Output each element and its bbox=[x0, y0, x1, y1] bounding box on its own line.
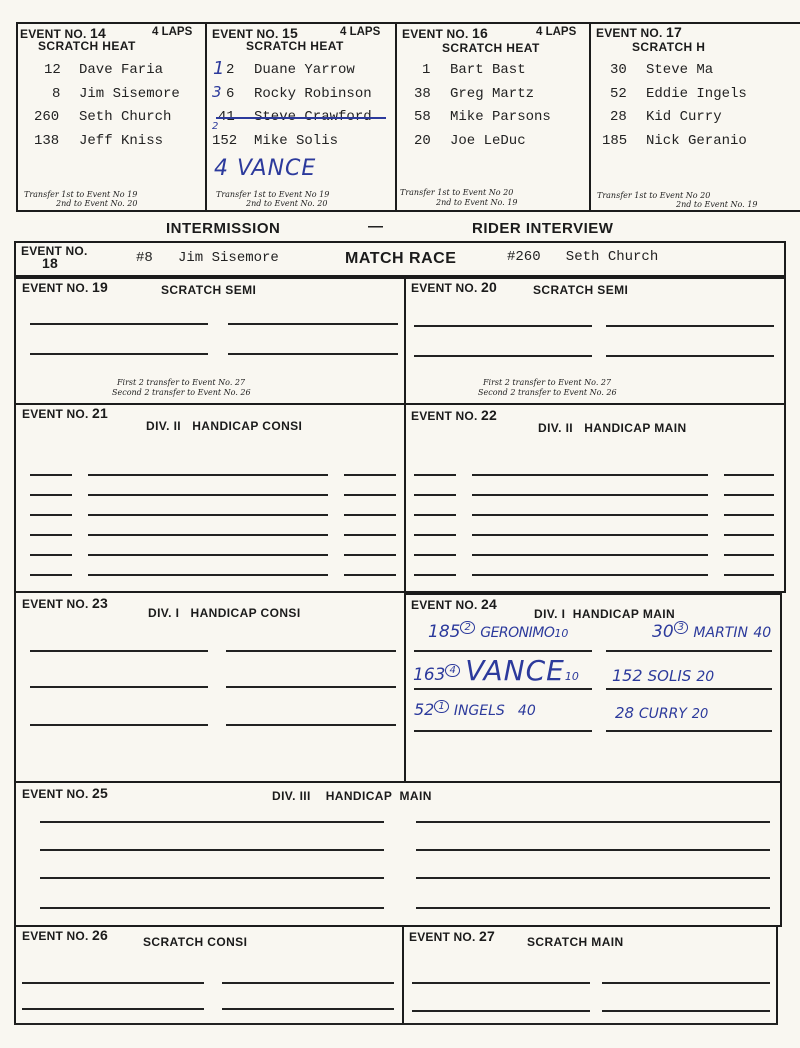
event-24-entry-handicap: 10 bbox=[554, 627, 569, 640]
event-24-entry-handicap: 20 bbox=[691, 707, 709, 722]
event-22-blank-line bbox=[414, 494, 456, 496]
event-19-blank-line bbox=[228, 353, 398, 355]
event-16-rider-num: 20 bbox=[414, 133, 431, 149]
event-24-entry bbox=[615, 704, 708, 722]
event-16-rider-num: 1 bbox=[422, 62, 431, 78]
event-16-label: EVENT NO. 16 bbox=[402, 25, 489, 41]
event-21-heading: DIV. II HANDICAP CONSI bbox=[146, 419, 303, 433]
event-24-entry-name: CURRY bbox=[638, 706, 687, 722]
event-23-blank-line bbox=[226, 724, 396, 726]
event-15-strike-line bbox=[216, 117, 386, 119]
match-race-rider-2: #260 Seth Church bbox=[507, 249, 659, 265]
event-24-entry-line bbox=[606, 688, 772, 690]
event-24-entry-handicap: 40 bbox=[517, 703, 536, 719]
event-21-blank-line bbox=[88, 474, 328, 476]
event-14-rider-num: 12 bbox=[44, 62, 61, 78]
event-26-blank-line bbox=[22, 1008, 204, 1010]
event-21-blank-line bbox=[344, 574, 396, 576]
event-26-blank-line bbox=[222, 1008, 394, 1010]
event-24-entry-place: 1 bbox=[434, 700, 448, 713]
event-15-rider-num: 152 bbox=[212, 133, 238, 149]
event-24-entry-handicap: 20 bbox=[696, 669, 715, 685]
event-24-label: EVENT NO. 24 bbox=[411, 596, 498, 612]
event-16-rider-name: Bart Bast bbox=[450, 62, 526, 78]
event-21-blank-line bbox=[30, 514, 72, 516]
event-27-label: EVENT NO. 27 bbox=[409, 928, 496, 944]
event-24-entry bbox=[428, 622, 568, 642]
event-15-heading: SCRATCH HEAT bbox=[246, 39, 344, 53]
event-24-entry bbox=[652, 622, 771, 642]
event-27-blank-line bbox=[602, 1010, 770, 1012]
event-22-heading: DIV. II HANDICAP MAIN bbox=[538, 421, 687, 435]
event-22-blank-line bbox=[724, 574, 774, 576]
event-23-label: EVENT NO. 23 bbox=[22, 595, 109, 611]
event-15-transfer-2: 2nd to Event No. 20 bbox=[246, 199, 328, 208]
event-14-rider-num: 8 bbox=[52, 86, 61, 102]
bottom-border bbox=[14, 1023, 778, 1025]
event-25-blank-line bbox=[40, 849, 384, 851]
event-22-blank-line bbox=[414, 534, 456, 536]
event-21-blank-line bbox=[88, 574, 328, 576]
event-14-label: EVENT NO. 14 bbox=[20, 25, 107, 41]
event-16-rider-num: 58 bbox=[414, 109, 431, 125]
event-21-blank-line bbox=[344, 554, 396, 556]
event-22-label: EVENT NO. 22 bbox=[411, 407, 498, 423]
event-21-blank-line bbox=[88, 554, 328, 556]
event-16-laps: 4 LAPS bbox=[536, 26, 577, 38]
event-22-blank-line bbox=[724, 494, 774, 496]
event-24-entry-name: MARTIN bbox=[693, 625, 748, 641]
event-17-rider-name: Eddie Ingels bbox=[646, 86, 747, 102]
event-25-blank-line bbox=[416, 821, 770, 823]
event-23-blank-line bbox=[30, 650, 208, 652]
event-15-pen-place-3: 2 bbox=[212, 121, 219, 132]
event-17-rider-name: Steve Ma bbox=[646, 62, 714, 78]
event-21-blank-line bbox=[344, 534, 396, 536]
event-20-transfer-2: Second 2 transfer to Event No. 26 bbox=[478, 388, 617, 397]
event-15-rider-num: 6 bbox=[226, 86, 235, 102]
event-19-label: EVENT NO. 19 bbox=[22, 279, 109, 295]
event-25-blank-line bbox=[40, 821, 384, 823]
event-22-blank-line bbox=[472, 534, 708, 536]
event-24-entry-number: 152 bbox=[612, 666, 643, 685]
event-14-laps: 4 LAPS bbox=[152, 26, 193, 38]
event-26-blank-line bbox=[222, 982, 394, 984]
event-24-entry-place: 3 bbox=[674, 621, 688, 634]
event-24-entry-number: 52 bbox=[414, 700, 435, 719]
event-18-number: 18 bbox=[42, 255, 58, 271]
event-17-rider-name: Kid Curry bbox=[646, 109, 722, 125]
match-race-title: MATCH RACE bbox=[345, 250, 457, 267]
event-24-entry-line bbox=[606, 730, 772, 732]
event-15-rider-name: Rocky Robinson bbox=[254, 86, 372, 102]
event-15-transfer-1: Transfer 1st to Event No 19 bbox=[216, 190, 330, 199]
event-17-heading: SCRATCH H bbox=[632, 40, 706, 54]
event-22-blank-line bbox=[472, 574, 708, 576]
event-17-rider-num: 30 bbox=[610, 62, 627, 78]
event-25-blank-line bbox=[416, 849, 770, 851]
event-21-blank-line bbox=[30, 554, 72, 556]
event-15-rider-num: 2 bbox=[226, 62, 235, 78]
event-14-rider-num: 138 bbox=[34, 133, 60, 149]
event-16-transfer-1: Transfer 1st to Event No 20 bbox=[400, 188, 514, 197]
event-19-blank-line bbox=[30, 323, 208, 325]
event-22-blank-line bbox=[472, 514, 708, 516]
event-22-blank-line bbox=[472, 554, 708, 556]
event-24-entry-number: 28 bbox=[615, 704, 635, 722]
event-25-blank-line bbox=[416, 877, 770, 879]
event-20-label: EVENT NO. 20 bbox=[411, 279, 498, 295]
event-19-blank-line bbox=[30, 353, 208, 355]
event-14-heading: SCRATCH HEAT bbox=[38, 39, 136, 53]
event-22-blank-line bbox=[414, 474, 456, 476]
event-25-label: EVENT NO. 25 bbox=[22, 785, 109, 801]
event-24-entry-line bbox=[606, 650, 772, 652]
event-22-blank-line bbox=[414, 574, 456, 576]
event-17-rider-num: 52 bbox=[610, 86, 627, 102]
event-15-laps: 4 LAPS bbox=[340, 26, 381, 38]
intermission-dash: — bbox=[368, 218, 384, 235]
event-17-transfer-2: 2nd to Event No. 19 bbox=[676, 200, 758, 209]
event-15-rider-name: Steve Crawford bbox=[254, 109, 372, 125]
event-25-blank-line bbox=[416, 907, 770, 909]
event-17-rider-name: Nick Geranio bbox=[646, 133, 747, 149]
event-17-rider-num: 28 bbox=[610, 109, 627, 125]
event-21-blank-line bbox=[30, 474, 72, 476]
event-24-entry-number: 163 bbox=[413, 665, 446, 685]
event-27-heading: SCRATCH MAIN bbox=[527, 935, 624, 949]
event-21-blank-line bbox=[344, 514, 396, 516]
event-14-transfer-2: 2nd to Event No. 20 bbox=[56, 199, 138, 208]
event-24-entry-line bbox=[414, 730, 592, 732]
event-24-entry-line bbox=[414, 650, 592, 652]
event-25-heading: DIV. III HANDICAP MAIN bbox=[272, 789, 432, 803]
event-20-blank-line bbox=[414, 325, 592, 327]
event-21-blank-line bbox=[88, 514, 328, 516]
event-17-transfer-1: Transfer 1st to Event No 20 bbox=[597, 191, 711, 200]
event-26-label: EVENT NO. 26 bbox=[22, 927, 109, 943]
event-16-rider-name: Joe LeDuc bbox=[450, 133, 526, 149]
event-21-blank-line bbox=[344, 494, 396, 496]
event-24-entry-place: 4 bbox=[445, 664, 459, 677]
event-15-label: EVENT NO. 15 bbox=[212, 25, 299, 41]
event-22-blank-line bbox=[414, 554, 456, 556]
event-21-blank-line bbox=[30, 494, 72, 496]
event-15-rider-name: Duane Yarrow bbox=[254, 62, 355, 78]
event-22-blank-line bbox=[414, 514, 456, 516]
event-26-blank-line bbox=[22, 982, 204, 984]
event-21-blank-line bbox=[88, 494, 328, 496]
event-14-rider-num: 260 bbox=[34, 109, 60, 125]
event-24-entry-line bbox=[414, 688, 592, 690]
event-25-blank-line bbox=[40, 907, 384, 909]
event-24-entry-place: 2 bbox=[460, 621, 474, 634]
event-14-transfer-1: Transfer 1st to Event No 19 bbox=[24, 190, 138, 199]
event-15-rider-name: Mike Solis bbox=[254, 133, 339, 149]
event-14-rider-name: Jim Sisemore bbox=[79, 86, 180, 102]
event-24-entry bbox=[413, 654, 579, 687]
event-19-blank-line bbox=[228, 323, 398, 325]
event-21-label: EVENT NO. 21 bbox=[22, 405, 109, 421]
event-15-pen-added-entry: 4 VANCE bbox=[214, 156, 317, 181]
event-20-blank-line bbox=[606, 325, 774, 327]
rider-interview-label: RIDER INTERVIEW bbox=[472, 220, 614, 237]
event-16-rider-num: 38 bbox=[414, 86, 431, 102]
event-17-label: EVENT NO. 17 bbox=[596, 24, 683, 40]
event-23-heading: DIV. I HANDICAP CONSI bbox=[148, 606, 301, 620]
event-16-transfer-2: 2nd to Event No. 19 bbox=[436, 198, 518, 207]
intermission-label: INTERMISSION bbox=[166, 220, 281, 237]
event-24-entry bbox=[612, 666, 714, 685]
event-15-rider-num: 41 bbox=[218, 109, 235, 125]
event-20-transfer-1: First 2 transfer to Event No. 27 bbox=[483, 378, 612, 387]
event-21-blank-line bbox=[30, 574, 72, 576]
event-21-blank-line bbox=[88, 534, 328, 536]
event-22-blank-line bbox=[724, 514, 774, 516]
event-24-heading: DIV. I HANDICAP MAIN bbox=[534, 607, 676, 621]
event-26-heading: SCRATCH CONSI bbox=[143, 935, 248, 949]
event-24-entry-handicap: 40 bbox=[753, 625, 772, 641]
event-16-rider-name: Greg Martz bbox=[450, 86, 535, 102]
event-18-label: EVENT NO. bbox=[21, 244, 88, 258]
event-19-transfer-1: First 2 transfer to Event No. 27 bbox=[117, 378, 246, 387]
event-22-blank-line bbox=[724, 474, 774, 476]
event-16-rider-name: Mike Parsons bbox=[450, 109, 551, 125]
event-15-pen-place-1: 1 bbox=[213, 58, 225, 79]
event-19-heading: SCRATCH SEMI bbox=[161, 283, 257, 297]
event-14-rider-name: Dave Faria bbox=[79, 62, 164, 78]
event-25-blank-line bbox=[40, 877, 384, 879]
event-20-heading: SCRATCH SEMI bbox=[533, 283, 629, 297]
event-22-blank-line bbox=[472, 474, 708, 476]
event-24-entry-handicap: 10 bbox=[564, 670, 579, 683]
event-20-blank-line bbox=[606, 355, 774, 357]
event-23-blank-line bbox=[30, 724, 208, 726]
event-16-heading: SCRATCH HEAT bbox=[442, 41, 540, 55]
event-21-blank-line bbox=[30, 534, 72, 536]
event-24-entry-name: GERONIMO bbox=[480, 625, 555, 641]
event-24-entry-number: 30 bbox=[652, 622, 674, 642]
event-14-rider-name: Jeff Kniss bbox=[79, 133, 164, 149]
event-24-entry bbox=[414, 700, 536, 719]
event-24-entry-name: VANCE bbox=[465, 654, 565, 687]
event-22-blank-line bbox=[724, 534, 774, 536]
event-23-blank-line bbox=[226, 650, 396, 652]
event-23-blank-line bbox=[226, 686, 396, 688]
event-21-blank-line bbox=[344, 474, 396, 476]
event-22-blank-line bbox=[724, 554, 774, 556]
event-15-pen-place-2: 3 bbox=[212, 83, 222, 101]
event-24-entry-name: INGELS bbox=[453, 703, 505, 719]
event-22-blank-line bbox=[472, 494, 708, 496]
event-14-rider-name: Seth Church bbox=[79, 109, 172, 125]
event-27-blank-line bbox=[412, 1010, 590, 1012]
event-23-blank-line bbox=[30, 686, 208, 688]
event-17-rider-num: 185 bbox=[602, 133, 628, 149]
event-27-blank-line bbox=[412, 982, 590, 984]
event-20-blank-line bbox=[414, 355, 592, 357]
match-race-rider-1: #8 Jim Sisemore bbox=[136, 250, 279, 266]
event-24-entry-name: SOLIS bbox=[647, 667, 692, 685]
event-27-blank-line bbox=[602, 982, 770, 984]
event-19-transfer-2: Second 2 transfer to Event No. 26 bbox=[112, 388, 251, 397]
event-24-entry-number: 185 bbox=[428, 622, 461, 642]
